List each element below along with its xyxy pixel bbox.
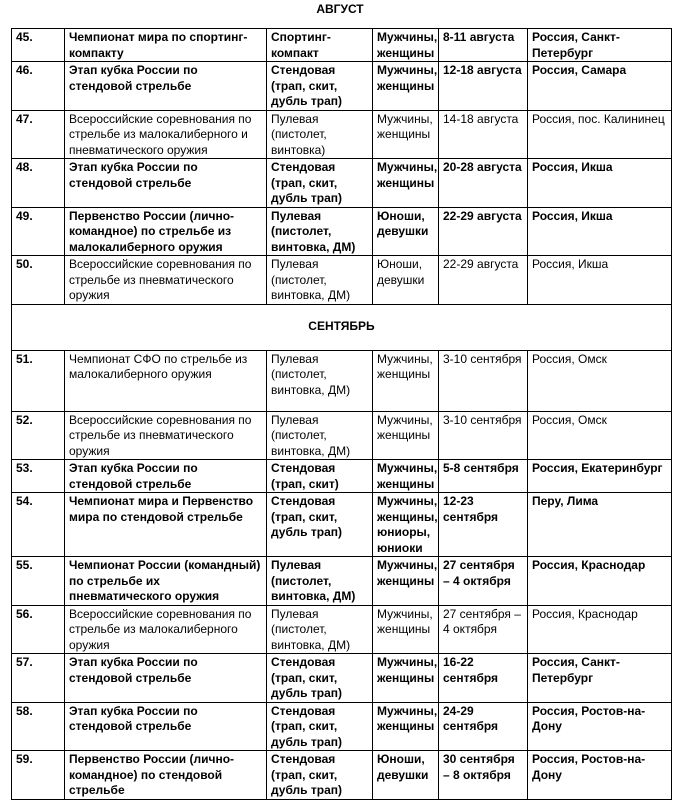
- schedule-body: [12, 29, 672, 800]
- cell-name: Чемпионат мира и Первенство мира по стендовой стрельбе: [65, 493, 267, 557]
- cell-place: Россия, Икша: [528, 207, 672, 256]
- cell-num: 48.: [12, 159, 65, 208]
- cell-num: 55.: [12, 557, 65, 606]
- cell-cat: Юноши, девушки: [373, 751, 439, 800]
- cell-name: Чемпионат СФО по стрельбе из малокалиберного оружия: [65, 350, 267, 411]
- table-row: [12, 654, 672, 703]
- cell-place: Россия, Омск: [528, 411, 672, 460]
- cell-num: 52.: [12, 411, 65, 460]
- cell-num: 46.: [12, 62, 65, 111]
- cell-name: Этап кубка России по стендовой стрельбе: [65, 654, 267, 703]
- cell-disc: Стендовая (трап, скит, дубль трап): [267, 62, 373, 111]
- cell-cat: Мужчины, женщины: [373, 350, 439, 411]
- cell-place: Россия, Омск: [528, 350, 672, 411]
- cell-num: 49.: [12, 207, 65, 256]
- cell-cat: Юноши, девушки: [373, 256, 439, 305]
- cell-disc: Спортинг-компакт: [267, 29, 373, 62]
- cell-date: 22-29 августа: [439, 207, 528, 256]
- cell-disc: Стендовая (трап, скит, дубль трап): [267, 654, 373, 703]
- cell-name: Этап кубка России по стендовой стрельбе: [65, 702, 267, 751]
- cell-place: Россия, Санкт-Петербург: [528, 29, 672, 62]
- cell-name: Этап кубка России по стендовой стрельбе: [65, 460, 267, 493]
- table-row: [12, 62, 672, 111]
- cell-num: 58.: [12, 702, 65, 751]
- cell-place: Россия, Икша: [528, 159, 672, 208]
- table-row: [12, 256, 672, 305]
- cell-num: 56.: [12, 605, 65, 654]
- cell-disc: Стендовая (трап, скит, дубль трап): [267, 159, 373, 208]
- cell-cat: Мужчины, женщины: [373, 62, 439, 111]
- cell-place: Россия, Ростов-на-Дону: [528, 702, 672, 751]
- cell-disc: Стендовая (трап, скит, дубль трап): [267, 751, 373, 800]
- cell-place: Россия, Ростов-на-Дону: [528, 751, 672, 800]
- cell-name: Этап кубка России по стендовой стрельбе: [65, 159, 267, 208]
- cell-disc: Стендовая (трап, скит, дубль трап): [267, 702, 373, 751]
- cell-num: 47.: [12, 110, 65, 159]
- cell-disc: Пулевая (пистолет, винтовка, ДМ): [267, 411, 373, 460]
- cell-date: 14-18 августа: [439, 110, 528, 159]
- cell-place: Россия, пос. Калининец: [528, 110, 672, 159]
- cell-place: Россия, Екатеринбург: [528, 460, 672, 493]
- cell-cat: Мужчины, женщины: [373, 411, 439, 460]
- cell-cat: Мужчины, женщины: [373, 702, 439, 751]
- cell-disc: Пулевая (пистолет, винтовка, ДМ): [267, 557, 373, 606]
- cell-disc: Пулевая (пистолет, винтовка, ДМ): [267, 605, 373, 654]
- table-row: [12, 557, 672, 606]
- cell-cat: Мужчины, женщины: [373, 110, 439, 159]
- cell-date: 16-22 сентября: [439, 654, 528, 703]
- table-row: [12, 159, 672, 208]
- cell-name: Всероссийские соревнования по стрельбе из пневматического оружия: [65, 256, 267, 305]
- table-row: [12, 350, 672, 411]
- cell-date: 30 сентября – 8 октября: [439, 751, 528, 800]
- cell-cat: Мужчины, женщины: [373, 654, 439, 703]
- cell-cat: Мужчины, женщины, юниоры, юниоки: [373, 493, 439, 557]
- cell-name: Чемпионат России (командный) по стрельбе их пневматического оружия: [65, 557, 267, 606]
- table-row: [12, 493, 672, 557]
- month-separator-row: [12, 304, 672, 350]
- cell-date: 22-29 августа: [439, 256, 528, 305]
- cell-place: Перу, Лима: [528, 493, 672, 557]
- cell-name: Всероссийские соревнования по стрельбе из малокалиберного и пневматического оружия: [65, 110, 267, 159]
- table-row: [12, 751, 672, 800]
- cell-cat: Мужчины, женщины: [373, 460, 439, 493]
- table-row: [12, 110, 672, 159]
- cell-disc: Пулевая (пистолет, винтовка, ДМ): [267, 207, 373, 256]
- cell-num: 54.: [12, 493, 65, 557]
- cell-place: Россия, Икша: [528, 256, 672, 305]
- cell-place: Россия, Краснодар: [528, 605, 672, 654]
- cell-num: 45.: [12, 29, 65, 62]
- cell-name: Первенство России (лично-командное) по стендовой стрельбе: [65, 751, 267, 800]
- cell-date: 27 сентября – 4 октября: [439, 605, 528, 654]
- cell-num: 57.: [12, 654, 65, 703]
- cell-name: Чемпионат мира по спортинг-компакту: [65, 29, 267, 62]
- cell-date: 27 сентября – 4 октября: [439, 557, 528, 606]
- schedule-table: [11, 28, 672, 800]
- table-row: [12, 702, 672, 751]
- cell-disc: Пулевая (пистолет, винтовка, ДМ): [267, 350, 373, 411]
- table-row: [12, 605, 672, 654]
- cell-num: 53.: [12, 460, 65, 493]
- cell-place: Россия, Самара: [528, 62, 672, 111]
- table-row: [12, 460, 672, 493]
- cell-name: Всероссийские соревнования по стрельбе из малокалиберного оружия: [65, 605, 267, 654]
- table-row: [12, 29, 672, 62]
- cell-date: 3-10 сентября: [439, 411, 528, 460]
- table-row: [12, 207, 672, 256]
- month-heading: СЕНТЯБРЬ: [12, 304, 672, 350]
- cell-place: Россия, Краснодар: [528, 557, 672, 606]
- cell-date: 5-8 сентября: [439, 460, 528, 493]
- cell-name: Первенство России (лично-командное) по стрельбе из малокалиберного оружия: [65, 207, 267, 256]
- table-row: [12, 411, 672, 460]
- cell-disc: Пулевая (пистолет, винтовка): [267, 110, 373, 159]
- cell-cat: Мужчины, женщины: [373, 605, 439, 654]
- cell-date: 3-10 сентября: [439, 350, 528, 411]
- cell-cat: Мужчины, женщины: [373, 159, 439, 208]
- cell-name: Всероссийские соревнования по стрельбе из пневматического оружия: [65, 411, 267, 460]
- cell-disc: Стендовая (трап, скит, дубль трап): [267, 493, 373, 557]
- cell-num: 59.: [12, 751, 65, 800]
- cell-place: Россия, Санкт-Петербург: [528, 654, 672, 703]
- cell-date: 24-29 сентября: [439, 702, 528, 751]
- cell-name: Этап кубка России по стендовой стрельбе: [65, 62, 267, 111]
- cell-cat: Мужчины, женщины: [373, 557, 439, 606]
- cell-num: 51.: [12, 350, 65, 411]
- cell-date: 12-18 августа: [439, 62, 528, 111]
- cell-date: 20-28 августа: [439, 159, 528, 208]
- cell-date: 8-11 августа: [439, 29, 528, 62]
- cell-disc: Стендовая (трап, скит): [267, 460, 373, 493]
- cell-cat: Юноши, девушки: [373, 207, 439, 256]
- cell-date: 12-23 сентября: [439, 493, 528, 557]
- cell-cat: Мужчины, женщины: [373, 29, 439, 62]
- cell-num: 50.: [12, 256, 65, 305]
- cell-disc: Пулевая (пистолет, винтовка, ДМ): [267, 256, 373, 305]
- month-heading-august: АВГУСТ: [316, 2, 364, 16]
